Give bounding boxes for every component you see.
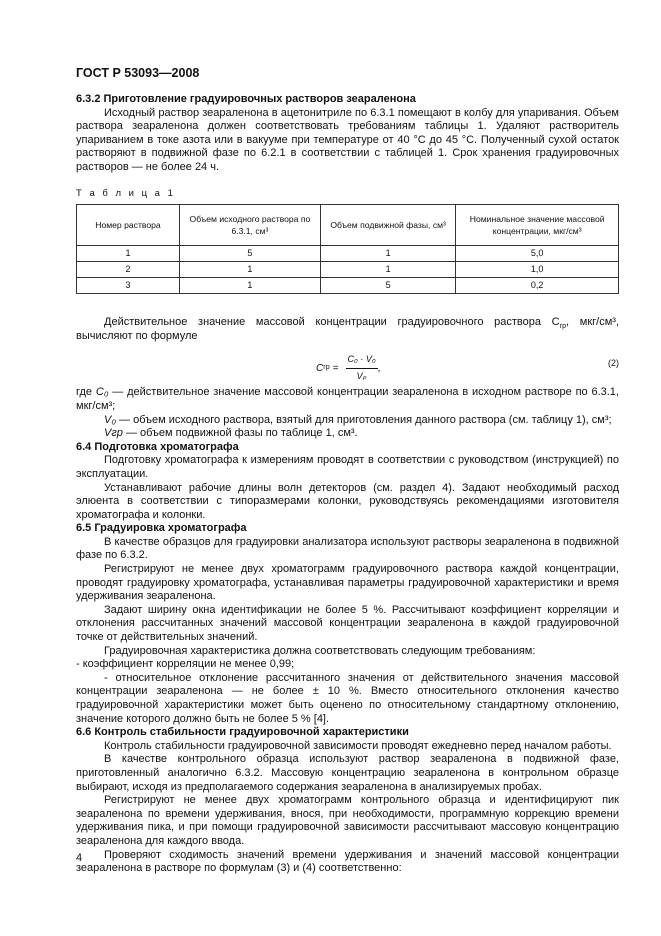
paragraph: В качестве образцов для градуировки анализатора используют растворы зеараленона в подвижной фазе по 6.3.2. — [76, 535, 619, 562]
paragraph: Проверяют сходимость значений времени удерживания и значений массовой концентрации зеараленона в растворе по формулам (3) и (4) соответственно: — [76, 848, 619, 875]
where-label: где — [76, 386, 93, 399]
paragraph: Регистрируют не менее двух хроматограмм контрольного образца и идентифицируют пик зеараленона по времени удерживания, внося, при необходимости, программную коррекцию времени удерживания пика, и при помощи градуировочной зависимости рассчитывают массовую концентрацию зеараленона для каждого ввода. — [76, 794, 619, 847]
paragraph: В качестве контрольного образца используют раствор зеараленона в подвижной фазе, приготовленный аналогично 6.3.2. Массовую концентрацию зеараленона в контрольном образце выбирают, исходя из предполагаемого содержания зеараленона в анализируемых пробах. — [76, 753, 619, 793]
table-cell: 5 — [320, 278, 456, 294]
table-cell: 1 — [320, 246, 456, 262]
table-row — [77, 246, 619, 262]
where-c0 — [76, 386, 619, 413]
section-6-4-title: 6.4 Подготовка хроматографа — [76, 440, 239, 453]
column-header: Номер раствора — [77, 205, 180, 246]
column-header: Номинальное значение массовой концентрации, мкг/см³ — [456, 205, 619, 246]
formula-intro-text-end: , мкг/см³, вычисляют по формуле — [76, 316, 620, 342]
paragraph: Исходный раствор зеараленона в ацетонитриле по 6.3.1 помещают в колбу для упаривания. Объем раствора зеараленона должен соответствовать требованиям таблицы 1. Удаляют растворитель упариванием в токе азота или в вакууме при температуре от 40 °С до 45 °С. Полученный сухой остаток растворяют в подвижной фазе по 6.2.1 в соответствии с таблицей 1. Срок хранения градуировочных растворов — не более 24 ч. — [76, 106, 619, 173]
paragraph: Задают ширину окна идентификации не более 5 %. Рассчитывают коэффициент корреляции и отклонения рассчитанных значений массовой концентрации зеараленона в каждой градуировочной точке от действительных значений. — [76, 603, 619, 644]
paragraph: Контроль стабильности градуировочной зависимости проводят ежедневно перед началом работы. — [104, 739, 612, 752]
table-1 — [76, 204, 619, 294]
section-6-6-title: 6.6 Контроль стабильности градуировочной характеристики — [76, 726, 409, 739]
formula-lhs: C — [316, 362, 324, 374]
formula-intro-subscript: гр — [559, 323, 567, 331]
equation-number: (2) — [608, 358, 619, 369]
table-cell: 1 — [320, 262, 456, 278]
where-v0 — [104, 414, 619, 428]
formula-intro-text: Действительное значение массовой концентрации градуировочного раствора C — [104, 316, 560, 329]
symbol-v0: V₀ — [104, 413, 116, 426]
paragraph: Градуировочная характеристика должна соответствовать следующим требованиям: — [104, 644, 536, 657]
table-cell: 3 — [77, 278, 180, 294]
document-header: ГОСТ Р 53093—2008 — [76, 66, 200, 80]
table-row — [77, 278, 619, 294]
table-row — [77, 262, 619, 278]
formula-intro — [76, 316, 619, 343]
paragraph: Подготовку хроматографа к измерениям проводят в соответствии с руководством (инструкцией) по эксплуатации. — [76, 454, 619, 480]
table-cell: 2 — [77, 262, 180, 278]
symbol-vgr: Vгр — [104, 427, 123, 440]
formula-fraction — [346, 353, 378, 383]
formula-equals: = — [332, 362, 339, 374]
formula-comma: , — [377, 362, 381, 374]
where-vgr-text: — объем подвижной фазы по таблице 1, см³. — [122, 427, 358, 440]
list-item: - относительное отклонение рассчитанного значения от действительного значения массовой концентрации зеараленона — не более ± 10 %. Вместо относительного отклонения качество градуировочной характеристики может быть оценено по относительному стандартному отклонению, значение которого должно быть не более 5 % [4]. — [76, 671, 619, 725]
table-cell: 1 — [179, 278, 320, 294]
where-v0-text: — объем исходного раствора, взятый для приготовления данного раствора (см. таблицу 1), см³; — [115, 413, 612, 426]
symbol-c0: C₀ — [95, 386, 109, 399]
column-header: Объем исходного раствора по 6.3.1, см³ — [179, 205, 320, 246]
column-header: Объем подвижной фазы, см³ — [320, 205, 456, 246]
table-cell: 5 — [179, 246, 320, 262]
formula-denominator: Vₚ — [356, 370, 367, 381]
page-content — [76, 93, 619, 876]
formula-body: C гр = $\frac{\text{C₀ · V₀}}{\text{Vₚ}}$ , — [316, 353, 380, 383]
list-item: - коэффициент корреляции не менее 0,99; — [76, 658, 295, 671]
section-6-5-title: 6.5 Градуировка хроматографа — [76, 522, 247, 535]
paragraph: Устанавливают рабочие длины волн детекторов (см. раздел 4). Задают необходимый расход элюента в соответствии с типоразмерами колонки, руководствуясь рекомендациями изготовителя хроматографа и колонки. — [76, 481, 619, 521]
table-header-row — [77, 205, 619, 246]
where-c0-text: — действительное значение массовой концентрации зеараленона в исходном растворе по 6.3.1, мкг/см³; — [76, 386, 619, 412]
table-caption: Т а б л и ц а 1 — [76, 187, 176, 199]
formula-2 — [76, 349, 619, 383]
paragraph: Регистрируют не менее двух хроматограмм градуировочного раствора каждой концентрации, проводят градуировку хроматографа, устанавливая параметры градуировочной характеристики и время удерживания зеараленона. — [76, 563, 619, 603]
section-6-3-2-title: 6.3.2 Приготовление градуировочных растворов зеараленона — [76, 93, 416, 105]
table-cell: 5,0 — [456, 246, 619, 262]
formula-numerator: C₀ · V₀ — [346, 353, 378, 369]
page-number: 4 — [76, 852, 83, 864]
table-cell: 1 — [77, 246, 180, 262]
table-cell: 0,2 — [456, 278, 619, 294]
where-vgr — [104, 427, 619, 441]
table-cell: 1,0 — [456, 262, 619, 278]
table-cell: 1 — [179, 262, 320, 278]
